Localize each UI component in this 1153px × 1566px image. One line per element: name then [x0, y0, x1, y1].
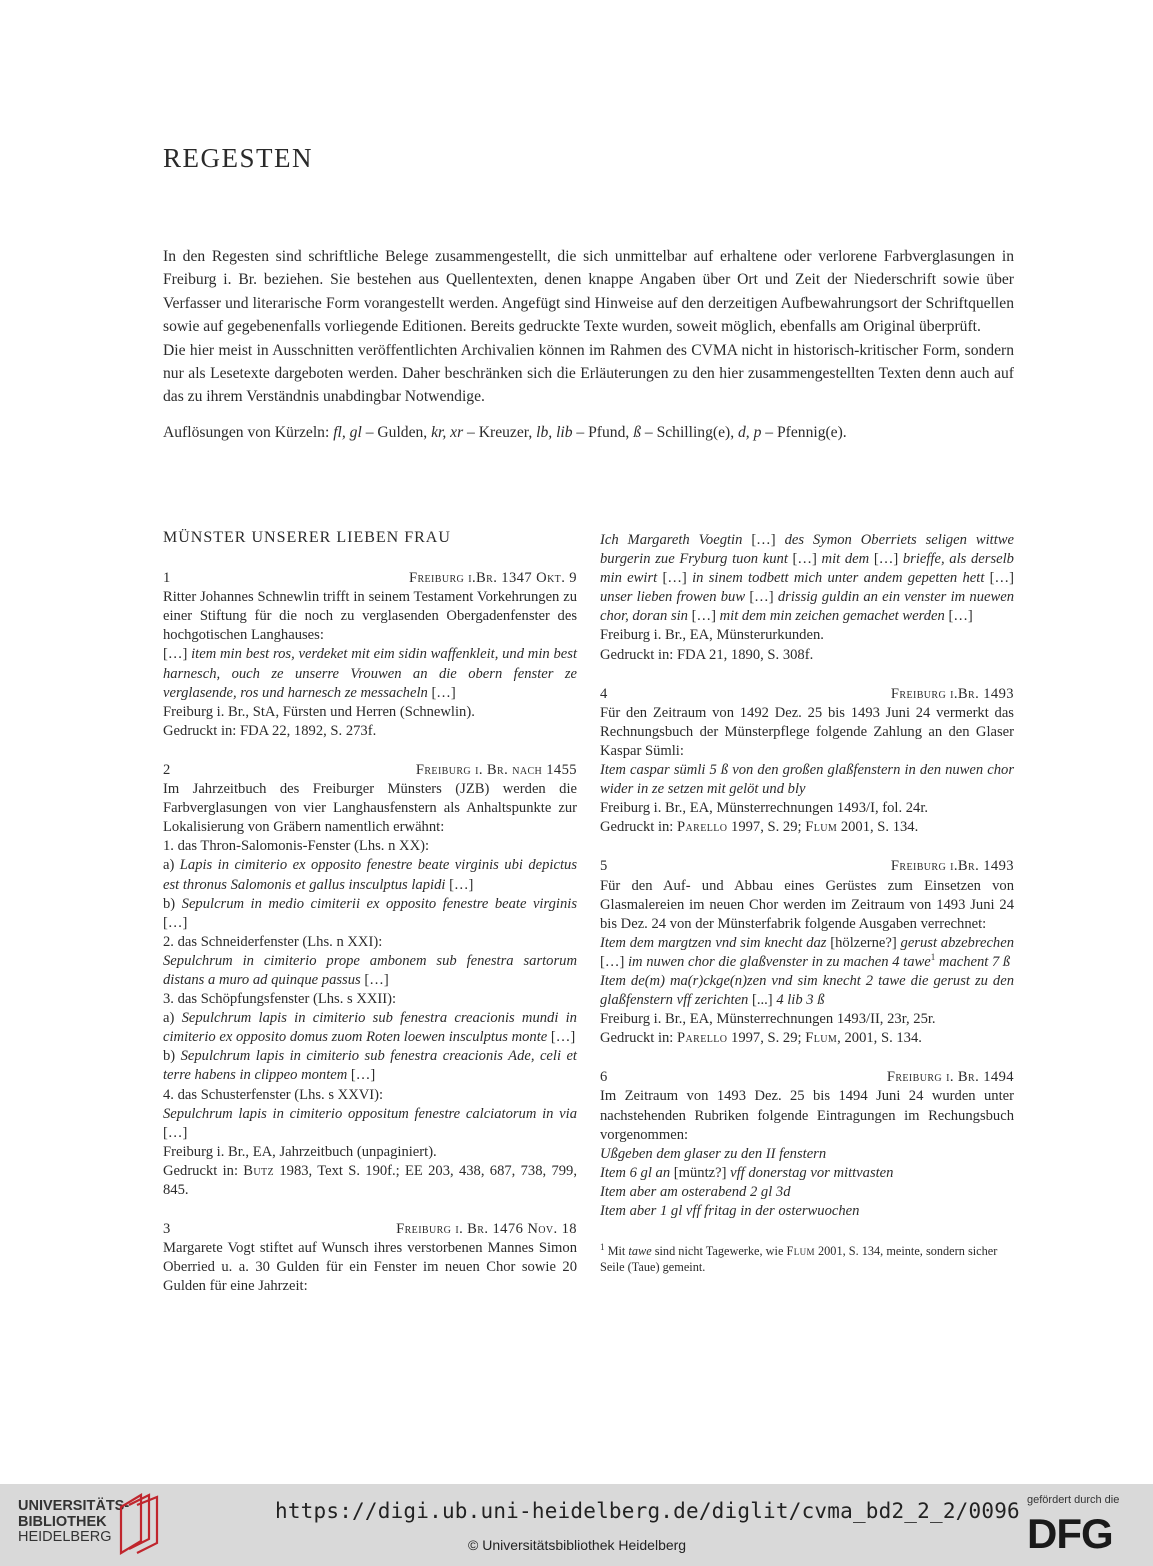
entry-archive: Freiburg i. Br., EA, Münsterrechnungen 1493/II, 23r, 25r.: [600, 1011, 936, 1028]
entry-header: [163, 569, 577, 588]
entry-place-date: Freiburg i.Br. 1493: [890, 685, 1014, 702]
entry-printed: Gedruckt in: Parello 1997, S. 29; Flum 2001, S. 134.: [600, 819, 919, 836]
entry-quote: Item 6 gl an [müntz?] vff donerstag vor mittvasten: [600, 1164, 894, 1181]
entry-number: 3: [163, 1221, 171, 1238]
entry-text: Im Zeitraum von 1493 Dez. 25 bis 1494 Juni 24 wurden unter nachstehenden Rubriken folgende Eintragungen im Rechungsbuch vorgenommen:: [600, 1088, 1014, 1143]
entry-archive: Freiburg i. Br., EA, Münsterrechnungen 1493/I, fol. 24r.: [600, 800, 929, 817]
intro-paragraph-2: Die hier meist in Ausschnitten veröffentlichten Archivalien können im Rahmen des CVMA nicht in historisch-kritischer Form, sondern nur als Lesetexte dargeboten werden. Daher beschränken sich die Erläuterungen zu den hier zusammengestellten Texten denn auch auf das zu ihrem Verständnis unabdingbar Notwendige.: [163, 341, 1014, 406]
entry-quote: Ußgeben dem glaser zu den II fenstern: [600, 1145, 827, 1162]
abbreviation-key: Auflösungen von Kürzeln: fl, gl – Gulden, kr, xr – Kreuzer, lb, lib – Pfund, ß – Schilling(e), d, p – Pfennig(e).: [163, 423, 847, 441]
entry-quote: a) Lapis in cimiterio ex opposito fenestre beate virginis ubi depictus est thronus Salomonis et gallus insculptus lapidi […]: [163, 857, 577, 893]
entry-item: 1. das Thron-Salomonis-Fenster (Lhs. n XX):: [163, 838, 430, 855]
entry-quote: Item aber am osterabend 2 gl 3d: [600, 1183, 791, 1200]
entry-3-continued: [600, 531, 1014, 665]
section-heading: MÜNSTER UNSERER LIEBEN FRAU: [163, 529, 451, 546]
entry-4: [600, 685, 1014, 838]
entry-quote: Sepulchrum lapis in cimiterio oppositum fenestre calciatorum in via […]: [163, 1105, 577, 1141]
entry-text: Für den Auf- und Abbau eines Gerüstes zum Einsetzen von Glasmalereien im neuen Chor werden im Zeitraum von 1493 Juni 24 bis Dez. 24 von der Münsterfabrik folgende Ausgaben verrechnet:: [600, 877, 1014, 932]
entry-header: [163, 761, 577, 780]
entry-place-date: Freiburg i. Br. 1476 Nov. 18: [396, 1221, 577, 1238]
entry-2: [163, 761, 577, 1200]
dfg-funding-label: gefördert durch die: [1027, 1494, 1120, 1506]
entry-quote: a) Sepulchrum lapis in cimiterio sub fenestra creacionis mundi in cimiterio ex opposito domus zuom Roten loewen insculptus monte […]: [163, 1010, 577, 1046]
entry-number: 1: [163, 570, 171, 587]
entry-quote: b) Sepulcrum in medio cimiterii ex opposito fenestre beate virginis […]: [163, 895, 577, 931]
entry-archive: Freiburg i. Br., EA, Münsterurkunden.: [600, 627, 824, 644]
footnote: $^1$ Mit tawe sind nicht Tagewerke, wie Flum 2001, S. 134, meinte, sondern sicher Seile (Taue) gemeint.: [600, 1242, 998, 1275]
entry-5: [600, 857, 1014, 1048]
page-title: REGESTEN: [163, 143, 313, 173]
entry-quote: […] item min best ros, verdeket mit eim sidin waffenkleit, und min best harnesch, ouch ze unserre Vrouwen an die obern fenster ze verglasende, ros und harnesch ze messacheln […]: [163, 646, 577, 701]
entry-number: 4: [600, 685, 608, 702]
library-name[interactable]: UNIVERSITÄTS- BIBLIOTHEK HEIDELBERG: [18, 1498, 130, 1545]
introduction: [163, 245, 1014, 444]
entry-quote: Item caspar sümli 5 ß von den großen glaßfenstern in den nuwen chor wider in ze setzen mit gelöt und bly: [600, 762, 1014, 798]
entry-printed: Gedruckt in: FDA 21, 1890, S. 308f.: [600, 646, 814, 663]
entry-1: [163, 569, 577, 741]
right-column: [600, 531, 1014, 1275]
entry-text: Im Jahrzeitbuch des Freiburger Münsters (JZB) werden die Farbverglasungen von vier Langhausfenstern als Anhaltspunkte zur Lokalisierung von Gräbern namentlich erwähnt:: [163, 781, 577, 836]
entry-number: 6: [600, 1069, 608, 1086]
entry-text: Margarete Vogt stiftet auf Wunsch ihres verstorbenen Mannes Simon Oberried u. a. 30 Gulden für ein Fenster im neuen Chor sowie 20 Gulden für eine Jahrzeit:: [163, 1240, 577, 1295]
entry-number: 5: [600, 858, 608, 875]
entry-quote: Ich Margareth Voegtin […] des Symon Oberriets seligen wittwe burgerin zue Fryburg tuon kunt […] mit dem […] brieffe, als derselb min ewirt […] in sinem todbett mich unter andem gepetten hett […] unser lieben frowen buw […] drissig guldin an ein venster im nuewen chor, doran sin […] mit dem min zeichen gemachet werden […]: [600, 532, 1014, 625]
entry-quote: Item dem margtzen vnd sim knecht daz [hölzerne?] gerust abzebrechen […] im nuwen chor die glaßvenster in zu machen 4 tawe$^1$ machent 7 ß: [600, 934, 1015, 970]
entry-item: 4. das Schusterfenster (Lhs. s XXVI):: [163, 1086, 384, 1103]
entry-archive: Freiburg i. Br., StA, Fürsten und Herren (Schnewlin).: [163, 703, 475, 720]
permalink-url[interactable]: https://digi.ub.uni-heidelberg.de/diglit/cvma_bd2_2_2/0096: [275, 1499, 1020, 1523]
entry-number: 2: [163, 761, 171, 778]
entry-item: 3. das Schöpfungsfenster (Lhs. s XXII):: [163, 991, 397, 1008]
entry-place-date: Freiburg i.Br. 1347 Okt. 9: [408, 570, 577, 587]
entry-archive: Freiburg i. Br., EA, Jahrzeitbuch (unpaginiert).: [163, 1143, 437, 1160]
entry-6: [600, 1068, 1014, 1221]
copyright-notice: © Universitätsbibliothek Heidelberg: [468, 1537, 687, 1553]
entry-quote: Item de(m) ma(r)ckge(n)zen vnd sim knecht 2 tawe die gerust zu den glaßfenstern vff zerichten [...] 4 lib 3 ß: [600, 972, 1014, 1009]
library-logo-icon: [117, 1493, 161, 1555]
entry-printed: Gedruckt in: FDA 22, 1892, S. 273f.: [163, 722, 377, 739]
entry-quote: Sepulchrum in cimiterio prope ambonem sub fenestra sartorum distans a muro ad quinque passus […]: [163, 952, 577, 988]
footer-bar: [0, 1484, 1153, 1566]
dfg-logo: DFG: [1027, 1510, 1113, 1557]
entry-header: [600, 1068, 1014, 1087]
entry-quote: Item aber 1 gl vff fritag in der osterwuochen: [600, 1203, 860, 1219]
entry-place-date: Freiburg i.Br. 1493: [890, 858, 1014, 875]
entry-printed: Gedruckt in: Parello 1997, S. 29; Flum, 2001, S. 134.: [600, 1030, 922, 1047]
intro-paragraph-1: In den Regesten sind schriftliche Belege zusammengestellt, die sich unmittelbar auf erhaltene oder verlorene Farbverglasungen in Freiburg i. Br. beziehen. Sie bestehen aus Quellentexten, denen knappe Angaben über Ort und Zeit der Niederschrift sowie über Verfasser und literarische Form vorangestellt werden. Angefügt sind Hinweise auf den derzeitigen Aufbewahrungsort der Schriftquellen sowie auf gegebenenfalls vorliegende Editionen. Bereits gedruckte Texte wurden, soweit möglich, ebenfalls am Original überprüft.: [163, 248, 1014, 336]
entry-text: Für den Zeitraum von 1492 Dez. 25 bis 1493 Juni 24 vermerkt das Rechnungsbuch der Münsterpflege folgende Zahlung an den Glaser Kaspar Sümli:: [600, 704, 1014, 759]
entry-item: 2. das Schneiderfenster (Lhs. n XXI):: [163, 933, 383, 950]
entry-header: [600, 685, 1014, 704]
entry-header: [600, 857, 1014, 876]
entry-text: Ritter Johannes Schnewlin trifft in seinem Testament Vorkehrungen zu einer Stiftung für die noch zu verglasenden Obergadenfenster des hochgotischen Langhauses:: [163, 589, 577, 644]
entry-quote: b) Sepulchrum lapis in cimiterio sub fenestra creacionis Ade, celi et terre habens in clippeo montem […]: [163, 1048, 577, 1084]
footnote-marker: 1: [930, 952, 936, 963]
entry-3: [163, 1220, 577, 1296]
entry-header: [163, 1220, 577, 1239]
entry-printed: Gedruckt in: Butz 1983, Text S. 190f.; EE 203, 438, 687, 738, 799, 845.: [163, 1162, 577, 1198]
left-column: [163, 528, 577, 1316]
entry-place-date: Freiburg i. Br. 1494: [886, 1069, 1014, 1086]
entry-place-date: Freiburg i. Br. nach 1455: [415, 761, 577, 778]
